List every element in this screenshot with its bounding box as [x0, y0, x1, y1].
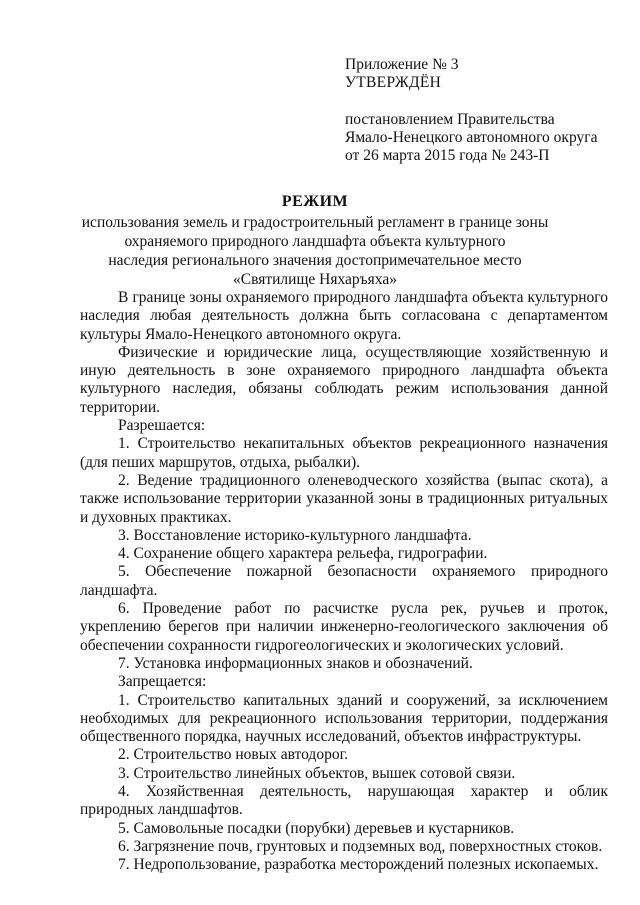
approved-label: УТВЕРЖДЁН [345, 74, 442, 91]
list-item: 1. Строительство некапитальных объектов рекреационного назначения (для пеших маршрутов, отдыха, рыбалки). [80, 435, 608, 471]
document-body [80, 289, 608, 875]
approval-line-2: Ямало-Ненецкого автономного округа [345, 129, 598, 146]
section-heading-allowed: Разрешается: [118, 417, 206, 435]
title-line-2: охраняемого природного ландшафта объекта культурного [124, 233, 506, 250]
document-title [80, 192, 550, 289]
list-item: 4. Хозяйственная деятельность, нарушающая характер и облик природных ландшафтов. [80, 783, 608, 819]
list-item: 3. Строительство линейных объектов, вышек сотовой связи. [118, 764, 516, 782]
title-line-4: «Святилище Няхаръяха» [233, 271, 397, 288]
list-item: 3. Восстановление историко-культурного ландшафта. [118, 526, 472, 544]
list-item: 6. Загрязнение почв, грунтовых и подземных вод, поверхностных стоков. [118, 837, 603, 855]
list-item: 2. Строительство новых автодорог. [118, 746, 349, 764]
list-item: 4. Сохранение общего характера рельефа, гидрографии. [118, 545, 488, 563]
approval-header [345, 56, 625, 165]
list-item: 7. Установка информационных знаков и обозначений. [118, 654, 473, 672]
list-item: 5. Обеспечение пожарной безопасности охраняемого природного ландшафта. [80, 563, 608, 599]
paragraph: Физические и юридические лица, осуществляющие хозяйственную и иную деятельность в зоне охраняемого природного ландшафта объекта культурного наследия, обязаны соблюдать режим использования данной территории. [80, 343, 608, 416]
list-item: 5. Самовольные посадки (порубки) деревьев и кустарников. [118, 819, 515, 837]
list-item: 1. Строительство капитальных зданий и сооружений, за исключением необходимых для рекреационного использования территории, поддержания общественного порядка, научных исследований, объектов инфраструктуры. [80, 691, 608, 746]
list-item: 7. Недропользование, разработка месторождений полезных ископаемых. [118, 856, 599, 874]
approval-line-3: от 26 марта 2015 года № 243-П [345, 147, 550, 164]
section-heading-forbidden: Запрещается: [118, 673, 207, 691]
title-line-3: наследия регионального значения достопримечательное место [108, 252, 522, 269]
title-line-1: использования земель и градостроительный регламент в границе зоны [81, 214, 549, 231]
paragraph: В границе зоны охраняемого природного ландшафта объекта культурного наследия любая деятельность должна быть согласована с департаментом культуры Ямало-Ненецкого автономного округа. [80, 289, 608, 343]
list-item: 6. Проведение работ по расчистке русла рек, ручьев и проток, укреплению берегов при наличии инженерно-геологического заключения об обеспечении сохранности гидрогеологических и экологических условий. [80, 600, 608, 654]
approval-line-1: постановлением Правительства [345, 111, 555, 128]
title-heading: РЕЖИМ [281, 193, 349, 210]
list-item: 2. Ведение традиционного оленеводческого хозяйства (выпас скота), а также использование территории указанной зоны в традиционных ритуальных и духовных практиках. [80, 471, 608, 526]
appendix-number: Приложение № 3 [345, 56, 459, 73]
